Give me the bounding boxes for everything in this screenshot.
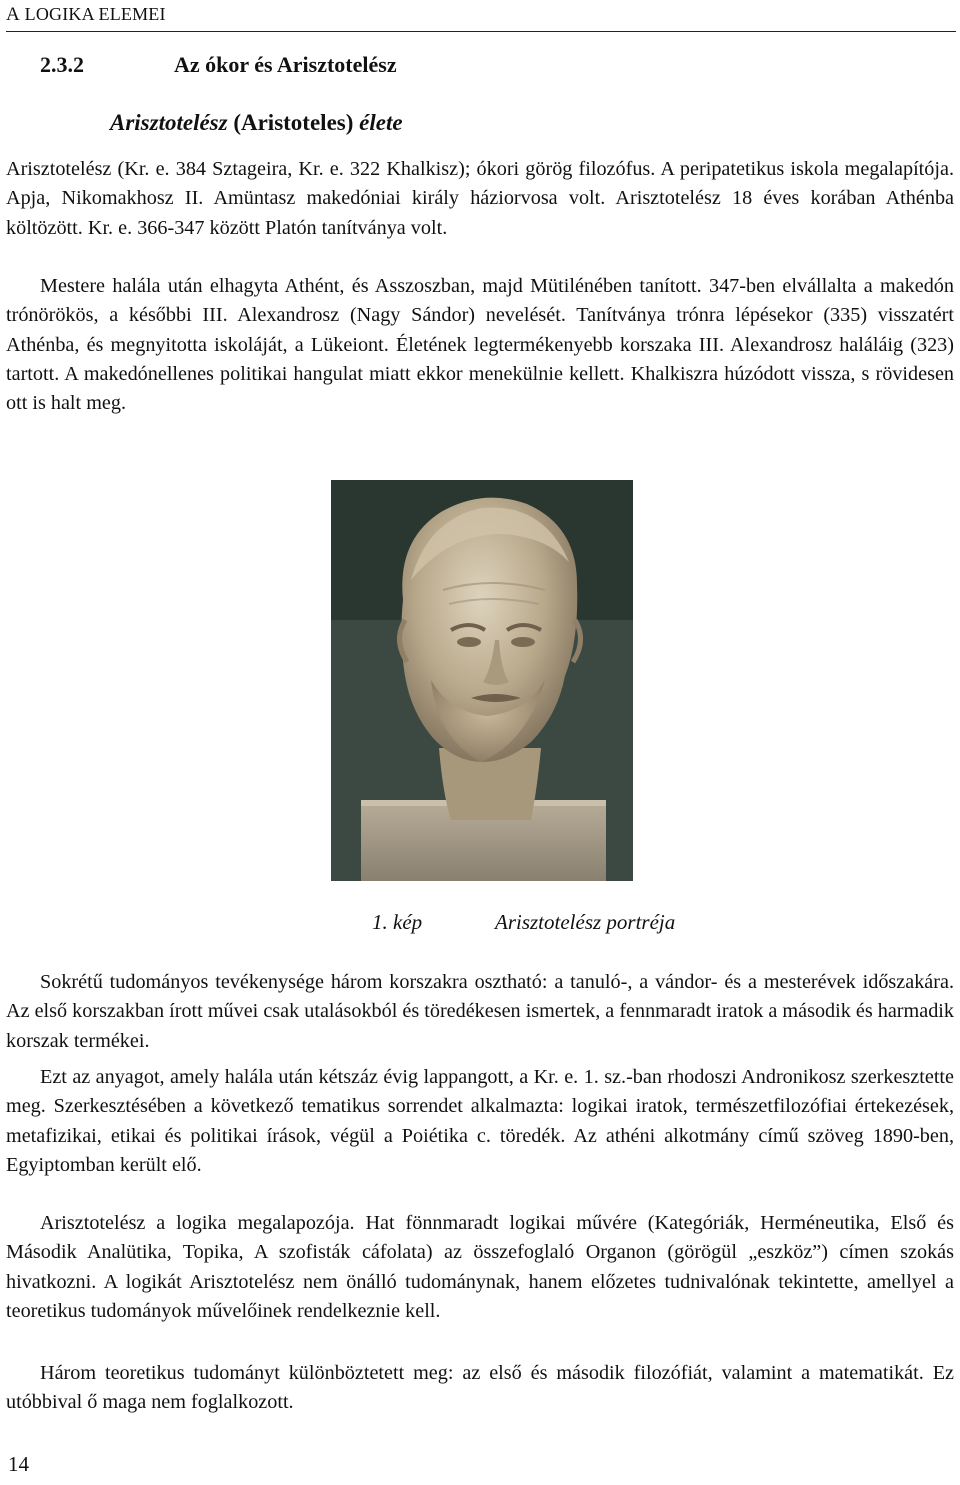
figure-number: 1. kép — [372, 910, 423, 934]
paragraph-biography-intro: Arisztotelész (Kr. e. 384 Sztageira, Kr. e. 322 Khalkisz); ókori görög filozófus. A peripatetikus iskola megalapítója. Apja, Nikomakhosz II. Amüntasz makedóniai király háziorvosa volt. Arisztotelész 18 éves korában Athénba költözött. Kr. e. 366-347 között Platón tanítványa volt. — [6, 158, 954, 239]
running-header-initial: A — [6, 4, 20, 25]
subsection-title-name: Arisztotelész — [110, 110, 234, 135]
subsection-heading — [110, 110, 403, 136]
paragraph-biography-career: Mestere halála után elhagyta Athént, és Asszoszban, majd Mütilénében tanított. 347-ben elvállalta a makedón trónörökös, a későbbi III. Alexandrosz (Nagy Sándor) nevelését. Tanítványa trónra lépésekor (335) visszatért Athénba, és megnyitotta iskoláját, a Lükeiont. Életének legtermékenyebb korszaka III. Alexandrosz haláláig (323) tartott. A makedónellenes politikai hangulat miatt ekkor menekülnie kellett. Khalkiszra húzódott vissza, s rövidesen ott is halt meg. — [6, 275, 954, 415]
running-header — [6, 4, 956, 32]
page-number: 14 — [8, 1452, 29, 1476]
paragraph-logic-founder: Arisztotelész a logika megalapozója. Hat fönnmaradt logikai művére (Kategóriák, Herméneutika, Első és Második Analütika, Topika, A szofisták cáfolata) az összefoglaló Organon (görögül „eszköz”) címen szokás hivatkozni. A logikát Arisztotelész nem önálló tudománynak, hanem előzetes tudnivalónak tekintette, amellyel a teoretikus tudományok művelőinek rendelkeznie kell. — [6, 1212, 954, 1322]
aristotle-bust-image — [331, 480, 633, 881]
section-number: 2.3.2 — [40, 52, 84, 77]
paragraph-theoretical-sciences: Három teoretikus tudományt különböztetett meg: az első és második filozófiát, valamint a matematikát. Ez utóbbival ő maga nem foglalkozott. — [6, 1362, 954, 1414]
subsection-title-latin: (Aristoteles) — [233, 110, 354, 135]
bust-illustration — [331, 480, 633, 881]
running-header-text: LOGIKA ELEMEI — [19, 4, 166, 24]
figure-caption-text: Arisztotelész portréja — [495, 910, 676, 934]
section-heading — [40, 52, 397, 78]
figure-caption — [372, 910, 675, 935]
paragraph-andronikos: Ezt az anyagot, amely halála után kétszáz évig lappangott, a Kr. e. 1. sz.-ban rhodoszi Andronikosz szerkesztette meg. Szerkesztésében a következő tematikus sorrendet alkalmazta: logikai iratok, természetfilozófiai értekezések, metafizikai, etikai és politikai írások, végül a Poiétika c. töredék. Az athéni alkotmány című szöveg 1890-ben, Egyiptomban került elő. — [6, 1066, 954, 1176]
subsection-title-suffix: élete — [353, 110, 403, 135]
paragraph-periods: Sokrétű tudományos tevékenysége három korszakra osztható: a tanuló-, a vándor- és a mesterévek időszakára. Az első korszakban írott művei csak utalásokból és töredékesen ismertek, a fennmaradt iratok a második és harmadik korszak termékei. — [6, 971, 954, 1052]
section-title: Az ókor és Arisztotelész — [174, 52, 397, 77]
